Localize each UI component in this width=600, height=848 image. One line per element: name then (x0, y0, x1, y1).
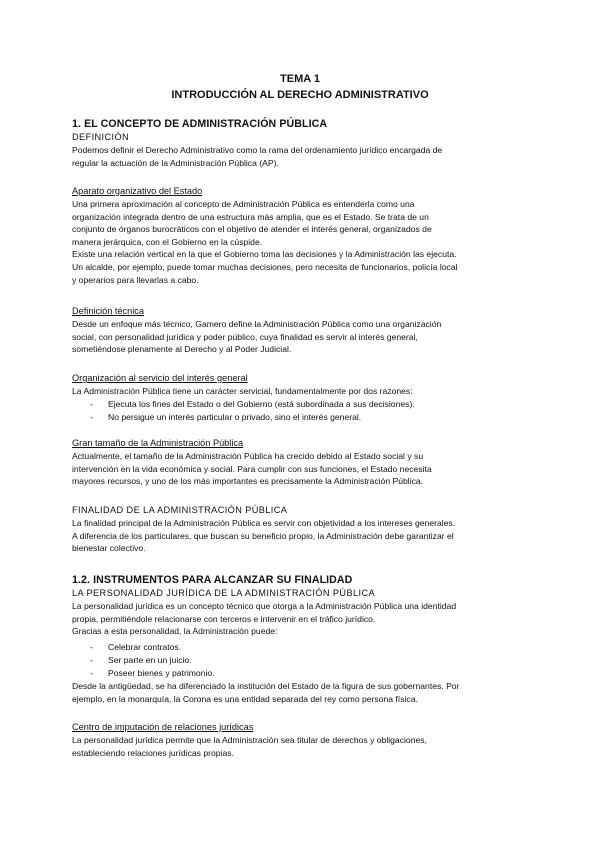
text-line: estableciendo relaciones jurídicas propias. (72, 747, 234, 758)
text-line: sometiéndose plenamente al Derecho y al Poder Judicial. (72, 344, 292, 355)
antiguedad-paragraph (72, 680, 532, 705)
servicio-heading: Organización al servicio del interés general (72, 373, 248, 383)
text-line: organización integrada dentro de una estructura más amplia, que es el Estado. Se trata de un (72, 211, 429, 222)
centro-paragraph (72, 734, 532, 759)
list-marker: - (90, 399, 93, 409)
text-line: Existe una relación vertical en la que el Gobierno toma las decisiones y la Administración las ejecuta. (72, 249, 457, 260)
text-line: La personalidad jurídica permite que la Administración sea titular de derechos y obligaciones, (72, 735, 427, 745)
finalidad-paragraph (72, 517, 532, 555)
list-item-text: Poseer bienes y patrimonio. (108, 668, 215, 678)
doc-title: INTRODUCCIÓN AL DERECHO ADMINISTRATIVO (171, 89, 429, 101)
aparato-paragraph (72, 198, 532, 286)
text-line: Gracias a esta personalidad, la Administración puede: (72, 626, 278, 637)
list-item-text: Celebrar contratos. (108, 642, 182, 652)
definicion-paragraph (72, 144, 532, 169)
list-item-text: No persigue un interés particular o privado, sino el interés general. (108, 412, 362, 422)
text-line: Desde la antigüedad, se ha diferenciado la institución del Estado de la figura de sus gobernantes. Por (72, 681, 460, 691)
centro-heading: Centro de imputación de relaciones jurídicas (72, 722, 254, 732)
list-marker: - (90, 642, 93, 652)
text-line: conjunto de órganos burocráticos con el objetivo de atender el interés general, organizados de (72, 224, 432, 235)
definicion-label: DEFINICIÓN (72, 132, 130, 142)
text-line: Una primera aproximación al concepto de Administración Pública es entenderla como una (72, 199, 415, 209)
text-line: Desde un enfoque más técnico, Gamero define la Administración Pública como una organización (72, 319, 442, 329)
aparato-heading: Aparato organizativo del Estado (72, 186, 203, 196)
finalidad-label: FINALIDAD DE LA ADMINISTRACIÓN PÚBLICA (72, 505, 288, 515)
list-item-text: Ejecuta los fines del Estado o del Gobierno (está subordinada a sus decisiones). (108, 399, 415, 409)
tecnica-paragraph (72, 318, 532, 356)
text-line: La personalidad jurídica es un concepto técnico que otorga a la Administración Pública una identidad (72, 601, 457, 611)
text-line: mayores recursos, y uno de los más importantes es precisamente la Administración Pública. (72, 476, 424, 487)
tamano-paragraph (72, 450, 532, 488)
tamano-heading: Gran tamaño de la Administración Pública (72, 438, 244, 448)
text-line: regular la actuación de la Administración Pública (AP). (72, 157, 279, 168)
servicio-intro: La Administración Pública tiene un carácter servicial, fundamentalmente por dos razones: (72, 386, 413, 396)
text-line: intervención en la vida económica y social. Para cumplir con sus funciones, el Estado necesita (72, 463, 432, 474)
text-line: Actualmente, el tamaño de la Administración Pública ha crecido debido al Estado social y su (72, 451, 424, 461)
section-1-heading: 1. EL CONCEPTO DE ADMINISTRACIÓN PÚBLICA (72, 118, 328, 130)
doc-title-number: TEMA 1 (280, 73, 320, 85)
list-item-text: Ser parte en un juicio. (108, 655, 192, 665)
list-marker: - (90, 412, 93, 422)
text-line: La finalidad principal de la Administración Pública es servir con objetividad a los intereses generales. (72, 518, 456, 528)
personalidad-label: LA PERSONALIDAD JURÍDICA DE LA ADMINISTRACIÓN PÚBLICA (72, 588, 376, 598)
list-marker: - (90, 668, 93, 678)
text-line: social, con personalidad jurídica y poder público, cuya finalidad es servir al interés general, (72, 331, 418, 342)
text-line: ejemplo, en la monarquía, la Corona es una entidad separada del rey como persona física. (72, 693, 418, 704)
text-line: bienestar colectivo. (72, 543, 146, 554)
text-line: Podemos definir el Derecho Administrativo como la rama del ordenamiento jurídico encargada de (72, 145, 443, 155)
text-line: y operarios para llevarlas a cabo. (72, 274, 199, 285)
text-line: propia, permitiéndole relacionarse con terceros e intervenir en el tráfico jurídico. (72, 613, 376, 624)
section-1-2-heading: 1.2. INSTRUMENTOS PARA ALCANZAR SU FINALIDAD (72, 574, 353, 586)
text-line: A diferencia de los particulares, que buscan su beneficio propio, la Administración debe garantizar el (72, 530, 454, 541)
text-line: Un alcalde, por ejemplo, puede tomar muchas decisiones, pero necesita de funcionarios, policía local (72, 261, 458, 272)
tecnica-heading: Definición técnica (72, 306, 145, 316)
list-marker: - (90, 655, 93, 665)
personalidad-paragraph (72, 600, 532, 638)
text-line: manera jerárquica, con el Gobierno en la cúspide. (72, 236, 263, 247)
